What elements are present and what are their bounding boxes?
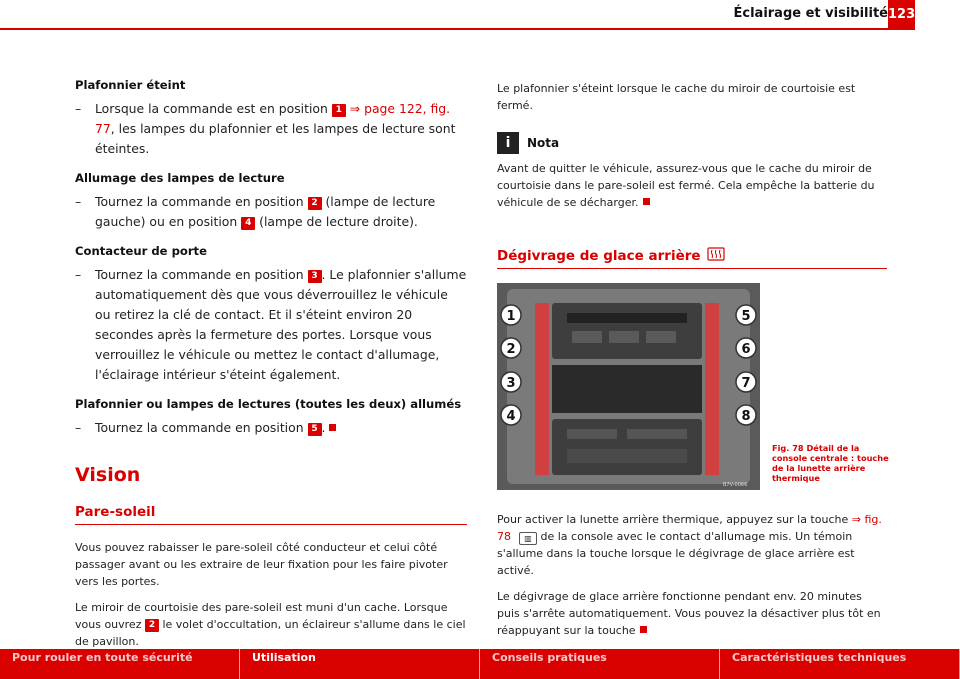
callout-7: 7 xyxy=(741,376,751,391)
position-badge: 2 xyxy=(308,197,322,210)
footer-tab-caracteristiques[interactable]: Caractéristiques techniques xyxy=(720,649,960,679)
page-header xyxy=(0,0,960,34)
position-badge: 3 xyxy=(308,270,322,283)
center-console-photo xyxy=(497,283,760,490)
figure-code: B7V-0066 xyxy=(723,482,748,488)
note-text: Avant de quitter le véhicule, assurez-vous que le cache du miroir de courtoisie dans le pare-soleil est fermé. Cela empêche la batterie du véhicule de se décharger. xyxy=(497,162,875,209)
instruction-item: – Lorsque la commande est en position 1 ⇒ page 122, fig. 77, les lampes du plafonnier et les lampes de lecture sont éteintes. xyxy=(75,101,456,156)
paragraph: Le miroir de courtoisie des pare-soleil est muni d'un cache. Lorsque vous ouvrez 2 le volet d'occultation, un éclaireur s'allume dans le ciel de pavillon. xyxy=(75,601,466,648)
section-title: Pare-soleil xyxy=(75,504,156,520)
instruction-item: – Tournez la commande en position 3 . Le plafonnier s'allume automatiquement dès que vous déverrouillez le véhicule ou retirez la clé de contact. Et il s'éteint environ 20 secondes après la fermeture des portes. Lorsque vous verrouillez le véhicule ou mettez le contact d'allumage, l'éclairage intérieur s'éteint également. xyxy=(75,267,467,382)
position-badge: 5 xyxy=(308,423,322,436)
footer-nav xyxy=(0,649,960,679)
callout-4: 4 xyxy=(506,409,516,424)
section-heading: Allumage des lampes de lecture xyxy=(75,171,285,185)
callout-8: 8 xyxy=(741,409,751,424)
section-degivrage xyxy=(497,247,887,639)
position-badge: 4 xyxy=(241,217,255,230)
callout-2: 2 xyxy=(506,342,516,357)
section-pare-soleil xyxy=(75,504,467,650)
footer-tab-securite[interactable]: Pour rouler en toute sécurité xyxy=(0,649,240,679)
right-column xyxy=(497,78,887,648)
callout-5: 5 xyxy=(741,309,751,324)
footer-tab-conseils[interactable]: Conseils pratiques xyxy=(480,649,720,679)
section-heading: Plafonnier éteint xyxy=(75,78,186,92)
rear-defrost-icon xyxy=(707,247,725,261)
figure-caption: Fig. 78 Détail de la console centrale : touche de la lunette arrière thermique xyxy=(772,443,889,483)
info-icon: i xyxy=(497,132,519,154)
figure-link[interactable]: ⇒ page 122, fig. 77 xyxy=(95,101,451,136)
section-rule xyxy=(497,268,887,269)
end-marker xyxy=(329,424,336,431)
figure-link[interactable]: ⇒ fig. 78 xyxy=(497,513,882,543)
end-marker xyxy=(640,626,647,633)
paragraph: Le dégivrage de glace arrière fonctionne pendant env. 20 minutes puis s'arrête automatiquement. Vous pouvez la désactiver plus tôt en réappuyant sur la touche xyxy=(497,590,881,637)
chapter-heading-vision: Vision xyxy=(75,464,141,486)
instruction-item: – Tournez la commande en position 5 . xyxy=(75,418,467,438)
rear-defrost-key-icon: ▥ xyxy=(519,532,537,545)
section-rule xyxy=(75,524,467,525)
chapter-title: Éclairage et visibilité xyxy=(733,6,888,21)
section-plafonnier-eteint xyxy=(75,78,467,159)
callout-6: 6 xyxy=(741,342,751,357)
section-contacteur-porte xyxy=(75,244,467,385)
note-title: i Nota xyxy=(497,132,887,154)
callout-1: 1 xyxy=(506,309,516,324)
paragraph: Pour activer la lunette arrière thermique, appuyez sur la touche ⇒ fig. 78 ▥ de la console avec le contact d'allumage mis. Un témoin s'allume dans la touche lorsque le dégivrage de glace arrière est activé. xyxy=(497,513,882,577)
section-heading: Plafonnier ou lampes de lectures (toutes les deux) allumés xyxy=(75,397,462,411)
position-badge: 1 xyxy=(332,104,346,117)
figure-78 xyxy=(497,283,887,495)
callout-3: 3 xyxy=(506,376,516,391)
end-marker xyxy=(643,198,650,205)
left-column xyxy=(75,78,467,659)
paragraph: Le plafonnier s'éteint lorsque le cache du miroir de courtoisie est fermé. xyxy=(497,82,856,112)
page-number: 123 xyxy=(888,0,915,30)
instruction-item: – Tournez la commande en position 2 (lampe de lecture gauche) ou en position 4 (lampe de lecture droite). xyxy=(75,194,436,229)
header-rule xyxy=(0,28,915,30)
section-title: Dégivrage de glace arrière xyxy=(497,247,887,264)
footer-tab-utilisation[interactable]: Utilisation xyxy=(240,649,480,679)
section-tous-allumes xyxy=(75,397,467,438)
position-badge: 2 xyxy=(145,619,159,632)
paragraph: Vous pouvez rabaisser le pare-soleil côté conducteur et celui côté passager avant ou les extraire de leur fixation pour les faire pivoter vers les portes. xyxy=(75,541,448,588)
section-heading: Contacteur de porte xyxy=(75,244,207,258)
section-lampes-lecture xyxy=(75,171,467,232)
